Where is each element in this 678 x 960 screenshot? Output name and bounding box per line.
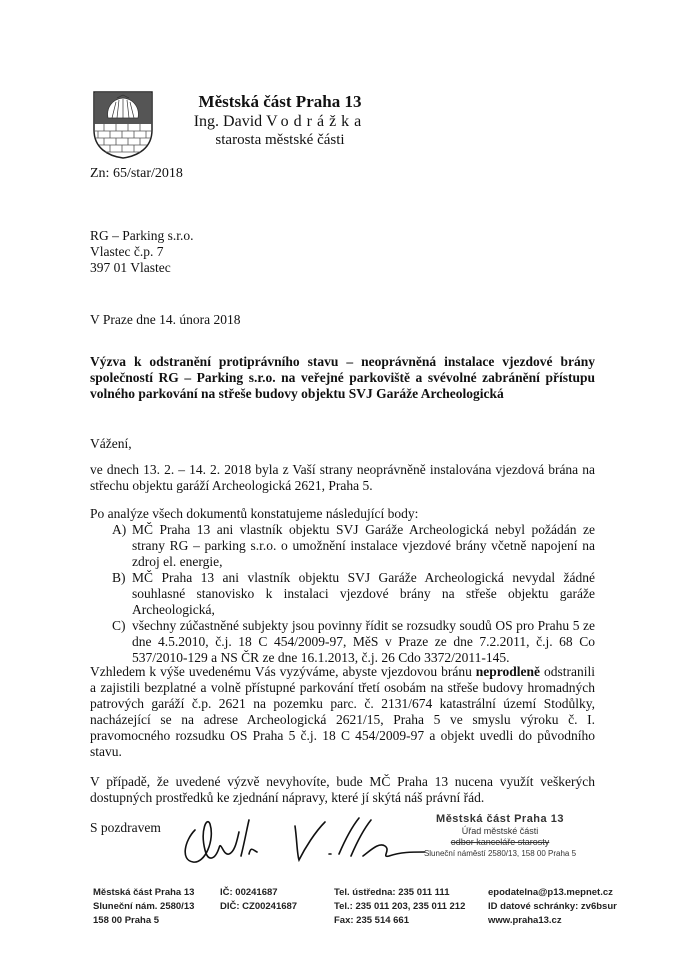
coat-of-arms-icon xyxy=(92,90,154,160)
p3-text-after: odstranili a zajistili bezplatné a volně přístupné parkování třetí osobám na střeše budovy hromadných patrových garáží č.p. 2621 na pozemku parc. č. 2131/674 katastrální území Stodůlky, nacházející se na adrese Archeologická 2621/15, Praha 5 ve smyslu výroku č. I. pravomocného rozsudku OS Praha 5 č.j. 18 C 454/2009-97 a objekt uvedli do původního stavu. xyxy=(90,664,596,759)
footer-text: DIČ: CZ00241687 xyxy=(220,901,298,912)
point-label: B) xyxy=(112,570,126,585)
paragraph-4: V případě, že uvedené výzvě nevyhovíte, bude MČ Praha 13 nucena využít veškerých dostupných prostředků ke zjednání nápravy, které jí skýtá náš právní řád. xyxy=(90,774,595,805)
letter-date: V Praze dne 14. února 2018 xyxy=(90,312,241,327)
recipient-address xyxy=(90,228,194,276)
letterhead-org: Městská část Praha 13 xyxy=(198,92,362,111)
footer-phones xyxy=(334,886,465,928)
footer-text: Sluneční nám. 2580/13 xyxy=(93,901,195,912)
footer-website-link[interactable]: www.praha13.cz xyxy=(488,915,562,926)
name-surname: Vodrážka xyxy=(266,113,367,130)
closing: S pozdravem xyxy=(90,820,161,835)
name-prefix: Ing. David xyxy=(193,113,263,130)
letter-subject: Výzva k odstranění protiprávního stavu – neoprávněná instalace vjezdové brány společností RG – Parking s.r.o. na veřejné parkoviště a svévolné zabránění přístupu volného parkování na střeše budovy objektu SVJ Garáže Archeologická xyxy=(90,354,595,401)
reference-number: Zn: 65/star/2018 xyxy=(90,166,183,181)
point-label: C) xyxy=(112,618,126,633)
point-label: A) xyxy=(112,522,127,537)
letterhead-name xyxy=(160,112,400,131)
paragraph-1: ve dnech 13. 2. – 14. 2. 2018 byla z Vaší strany neoprávněně instalována vjezdová brána na střechu objektu garáží Archeologická 2621, Praha 5. xyxy=(90,462,595,493)
point-text: všechny zúčastněné subjekty jsou povinny řídit se rozsudky soudů OS pro Prahu 5 ze dne 4.5.2010, č.j. 18 C 454/2009-97, MěS v Praze ze dne 7.2.2011, č.j. 68 Co 537/2010-129 a NS ČR ze dne 16.1.2013, č.j. 26 Cdo 3372/2011-145. xyxy=(132,618,595,665)
salutation: Vážení, xyxy=(90,436,132,451)
footer-text: Tel. ústředna: 235 011 111 xyxy=(334,887,450,898)
stamp-line-1: Městská část Praha 13 xyxy=(436,813,564,825)
stamp-line-2: Úřad městské části xyxy=(461,826,539,836)
stamp-line-4: Sluneční náměstí 2580/13, 158 00 Praha 5 xyxy=(423,849,577,858)
paragraph-3 xyxy=(90,664,595,760)
stamp-line-3: odbor kanceláře starosty xyxy=(450,837,550,847)
footer-text: Fax: 235 514 661 xyxy=(334,915,410,926)
footer-address xyxy=(93,886,194,928)
letterhead xyxy=(160,92,400,150)
point-text: MČ Praha 13 ani vlastník objektu SVJ Garáže Archeologická nebyl požádán ze strany RG – parking s.r.o. o umožnění instalace vjezdové brány včetně napojení na zdroj el. energie, xyxy=(132,522,595,569)
footer-email-link[interactable]: epodatelna@p13.mepnet.cz xyxy=(488,887,613,898)
points-intro: Po analýze všech dokumentů konstatujeme následující body: xyxy=(90,506,419,521)
office-stamp xyxy=(400,813,600,859)
footer-text: ID datové schránky: zv6bsur xyxy=(488,901,617,912)
letterhead-role: starosta městské části xyxy=(215,132,345,148)
list-item xyxy=(90,570,595,618)
points-list xyxy=(90,522,595,666)
footer-text: Městská část Praha 13 xyxy=(93,887,195,898)
footer-contacts xyxy=(488,886,617,928)
list-item xyxy=(90,522,595,570)
recipient-line-1: RG – Parking s.r.o. xyxy=(90,228,194,243)
p3-text-before: Vzhledem k výše uvedenému Vás vyzýváme, abyste vjezdovou bránu xyxy=(90,664,476,679)
recipient-line-3: 397 01 Vlastec xyxy=(90,260,171,275)
p3-emphasis: neprodleně xyxy=(475,664,541,679)
list-item xyxy=(90,618,595,666)
footer-text: 158 00 Praha 5 xyxy=(93,915,160,926)
recipient-line-2: Vlastec č.p. 7 xyxy=(90,244,164,259)
footer-ids xyxy=(220,886,297,914)
footer-text: IČ: 00241687 xyxy=(220,887,278,898)
signature-icon xyxy=(175,810,425,870)
footer-text: Tel.: 235 011 203, 235 011 212 xyxy=(334,901,466,912)
paragraph-2 xyxy=(90,506,595,666)
point-text: MČ Praha 13 ani vlastník objektu SVJ Garáže Archeologická nevydal žádné souhlasné stanovisko k instalaci vjezdové brány na střeše objektu garáže Archeologická, xyxy=(132,570,595,617)
